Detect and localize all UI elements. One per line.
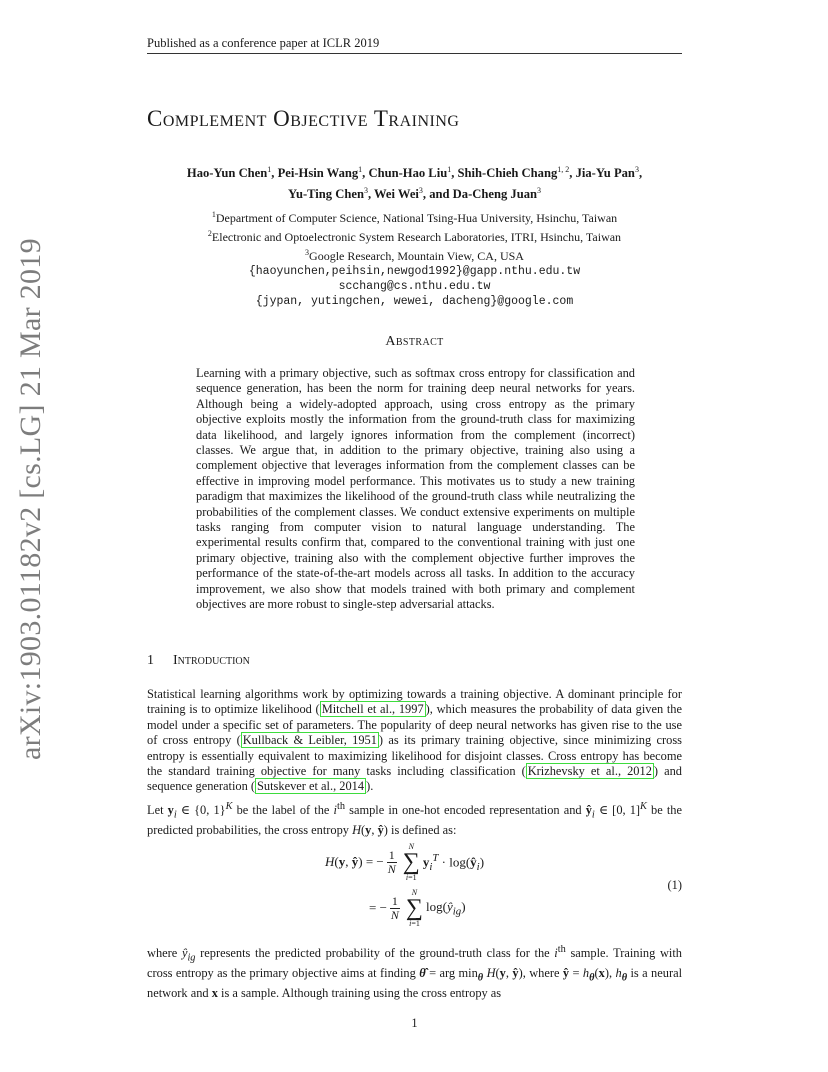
math-expr: $y_i^T$ · $\log(ŷ_i)$ bbox=[422, 851, 485, 873]
paragraph-text: ). bbox=[366, 779, 374, 794]
math-fraction: $\frac{1}{N}$ bbox=[387, 847, 396, 876]
math-inline: x bbox=[211, 985, 218, 1000]
math-inline: $y_i$ ∈ {0, 1}$^K$ bbox=[167, 801, 233, 821]
author-affil-sup: 1, 2 bbox=[557, 165, 570, 174]
author-name: , Chun-Hao Liu bbox=[362, 166, 448, 181]
author-separator: , bbox=[638, 166, 643, 181]
math-expr: = − bbox=[369, 900, 387, 915]
author-name: Yu-Ting Chen bbox=[288, 187, 364, 202]
paragraph-text: is defined as: bbox=[387, 823, 457, 837]
math-fraction: $\frac{1}{N}$ bbox=[390, 893, 399, 922]
header-rule bbox=[147, 53, 682, 54]
math-inline: θ̂ = arg $\min_\theta H(y$, ŷ) bbox=[419, 966, 523, 984]
page-number: 1 bbox=[411, 1016, 418, 1030]
author-affil-sup: 1 bbox=[358, 165, 363, 174]
paragraph-text: is a neural network and bbox=[147, 966, 683, 1000]
intro-paragraph-1 bbox=[147, 687, 682, 795]
author-line-2 bbox=[147, 182, 682, 203]
equation-number: (1) bbox=[667, 878, 682, 892]
arxiv-stamp: arXiv:1903.01182v2 [cs.LG] 21 Mar 2019 bbox=[14, 238, 47, 760]
affiliation-sup: 2 bbox=[207, 229, 212, 238]
author-affil-sup: 3 bbox=[418, 186, 423, 196]
intro-paragraph-2 bbox=[147, 799, 682, 838]
math-expr: $\log(ŷ_{ig})$ bbox=[426, 898, 466, 918]
email-1: {haoyunchen,peihsin,newgod1992}@gapp.nthu.edu.tw bbox=[248, 265, 581, 278]
citation-link[interactable]: Sutskever et al., 2014 bbox=[257, 779, 365, 794]
math-inline: ŷ = $h_\theta(x)$, $h_\theta$ bbox=[562, 966, 628, 984]
section-title: Introduction bbox=[173, 653, 250, 668]
author-affil-sup: 3 bbox=[363, 186, 368, 196]
intro-paragraph-3 bbox=[147, 942, 682, 1001]
affiliation-3 bbox=[147, 245, 682, 264]
math-inline: $ŷ_i$ ∈ [0, 1]$^K$ bbox=[585, 801, 647, 821]
author-affil-sup: 1 bbox=[447, 165, 452, 174]
email-3: {jypan, yutingchen, wewei, dacheng}@google.com bbox=[255, 295, 574, 308]
math-expr: H(y, ŷ) = − bbox=[325, 854, 384, 869]
citation-link[interactable]: Krizhevsky et al., 2012 bbox=[527, 764, 652, 779]
email-2: scchang@cs.nthu.edu.tw bbox=[338, 280, 491, 293]
paragraph-text: where bbox=[147, 946, 182, 961]
equation-1 bbox=[147, 842, 682, 932]
affiliations bbox=[147, 207, 682, 309]
citation-link[interactable]: Mitchell et al., 1997 bbox=[321, 702, 424, 717]
affiliation-2 bbox=[147, 226, 682, 245]
affiliation-text: Electronic and Optoelectronic System Research Laboratories, ITRI, Hsinchu, Taiwan bbox=[211, 230, 622, 244]
paragraph-text: Let bbox=[147, 803, 168, 818]
paragraph-text: sample in one-hot encoded representation and bbox=[345, 803, 586, 818]
math-inline: $i^{th}$ bbox=[554, 944, 566, 961]
affiliation-text: Google Research, Mountain View, CA, USA bbox=[309, 249, 524, 263]
author-name: Hao-Yun Chen bbox=[186, 166, 268, 181]
paragraph-text: ) as its primary training objective, since minimizing cross entropy is essentially equivalent to maximizing likelihood for disjoint classes. Cross entropy has become the standard training objective for many tasks including classification ( bbox=[147, 733, 682, 779]
author-name: , Shih-Chieh Chang bbox=[451, 166, 558, 181]
paragraph-text: ), which measures the probability of data given the model under a specific set of parameters. The popularity of deep neural networks has given rise to the use of cross entropy ( bbox=[147, 702, 682, 748]
paragraph-text: ) and sequence generation ( bbox=[147, 764, 682, 794]
author-affil-sup: 3 bbox=[537, 186, 541, 196]
equation-line-2 bbox=[369, 888, 466, 928]
summation-symbol: N ∑ i=1 bbox=[405, 888, 424, 928]
affiliation-sup: 1 bbox=[211, 210, 216, 219]
affiliation-text: Department of Computer Science, National Tsing-Hua University, Hsinchu, Taiwan bbox=[215, 211, 618, 225]
paragraph-text: is a sample. Although training using the cross entropy as bbox=[217, 985, 502, 1000]
paragraph-text: be the label of the bbox=[232, 803, 334, 818]
author-affil-sup: 1 bbox=[267, 165, 272, 174]
paragraph-text: sample. Training with cross entropy as the primary objective aims at finding bbox=[147, 946, 682, 980]
affiliation-sup: 3 bbox=[305, 248, 310, 257]
section-heading bbox=[147, 653, 250, 669]
affiliation-1 bbox=[147, 207, 682, 226]
paragraph-text: Statistical learning algorithms work by optimizing towards a training objective. A dominant principle for training is to optimize likelihood ( bbox=[147, 687, 682, 717]
author-name: , and Da-Cheng Juan bbox=[422, 187, 537, 202]
author-affil-sup: 3 bbox=[634, 165, 639, 174]
paragraph-text: , where bbox=[522, 966, 563, 980]
paper-title: Complement Objective Training bbox=[147, 106, 460, 131]
math-inline: $ŷ_{ig}$ bbox=[181, 946, 196, 964]
author-list bbox=[147, 161, 682, 203]
author-line-1 bbox=[147, 161, 682, 182]
equation-line-1 bbox=[325, 842, 484, 882]
math-inline: $i^{th}$ bbox=[333, 801, 346, 818]
section-number: 1 bbox=[147, 653, 154, 668]
running-header: Published as a conference paper at ICLR 2019 bbox=[147, 36, 380, 50]
paragraph-text: be the predicted probabilities, the cross entropy bbox=[147, 803, 682, 837]
summation-symbol: N ∑ i=1 bbox=[402, 842, 420, 882]
author-name: , Jia-Yu Pan bbox=[569, 166, 635, 181]
citation-link[interactable]: Kullback & Leibler, 1951 bbox=[242, 733, 377, 748]
author-name: , Pei-Hsin Wang bbox=[271, 166, 359, 181]
author-name: , Wei Wei bbox=[367, 187, 419, 202]
paragraph-text: represents the predicted probability of the ground-truth class for the bbox=[195, 946, 555, 961]
math-inline: H(y, ŷ) bbox=[352, 823, 388, 837]
abstract-heading: Abstract bbox=[385, 334, 444, 349]
abstract-body: Learning with a primary objective, such as softmax cross entropy for classification and sequence generation, has been the norm for training deep neural networks for years. Although being a widely-adopted approach, using cross entropy as the primary objective exploits mostly the information from the ground-truth class for maximizing data likelihood, and largely ignores information from the complement (incorrect) classes. We argue that, in addition to the primary objective, training also using a complement objective that leverages information from the complement classes can be effective in improving model performance. This motivates us to study a new training paradigm that maximizes the likelihood of the ground-truth class while neutralizing the probabilities of the complement classes. We conduct extensive experiments on multiple tasks ranging from computer vision to natural language understanding. The experimental results confirm that, compared to the conventional training with just one primary objective, training also with the complement objective further improves the performance of the state-of-the-art models across all tasks. In addition to the accuracy improvement, we also show that models trained with both primary and complement objectives are more robust to single-step adversarial attacks. bbox=[196, 366, 635, 612]
